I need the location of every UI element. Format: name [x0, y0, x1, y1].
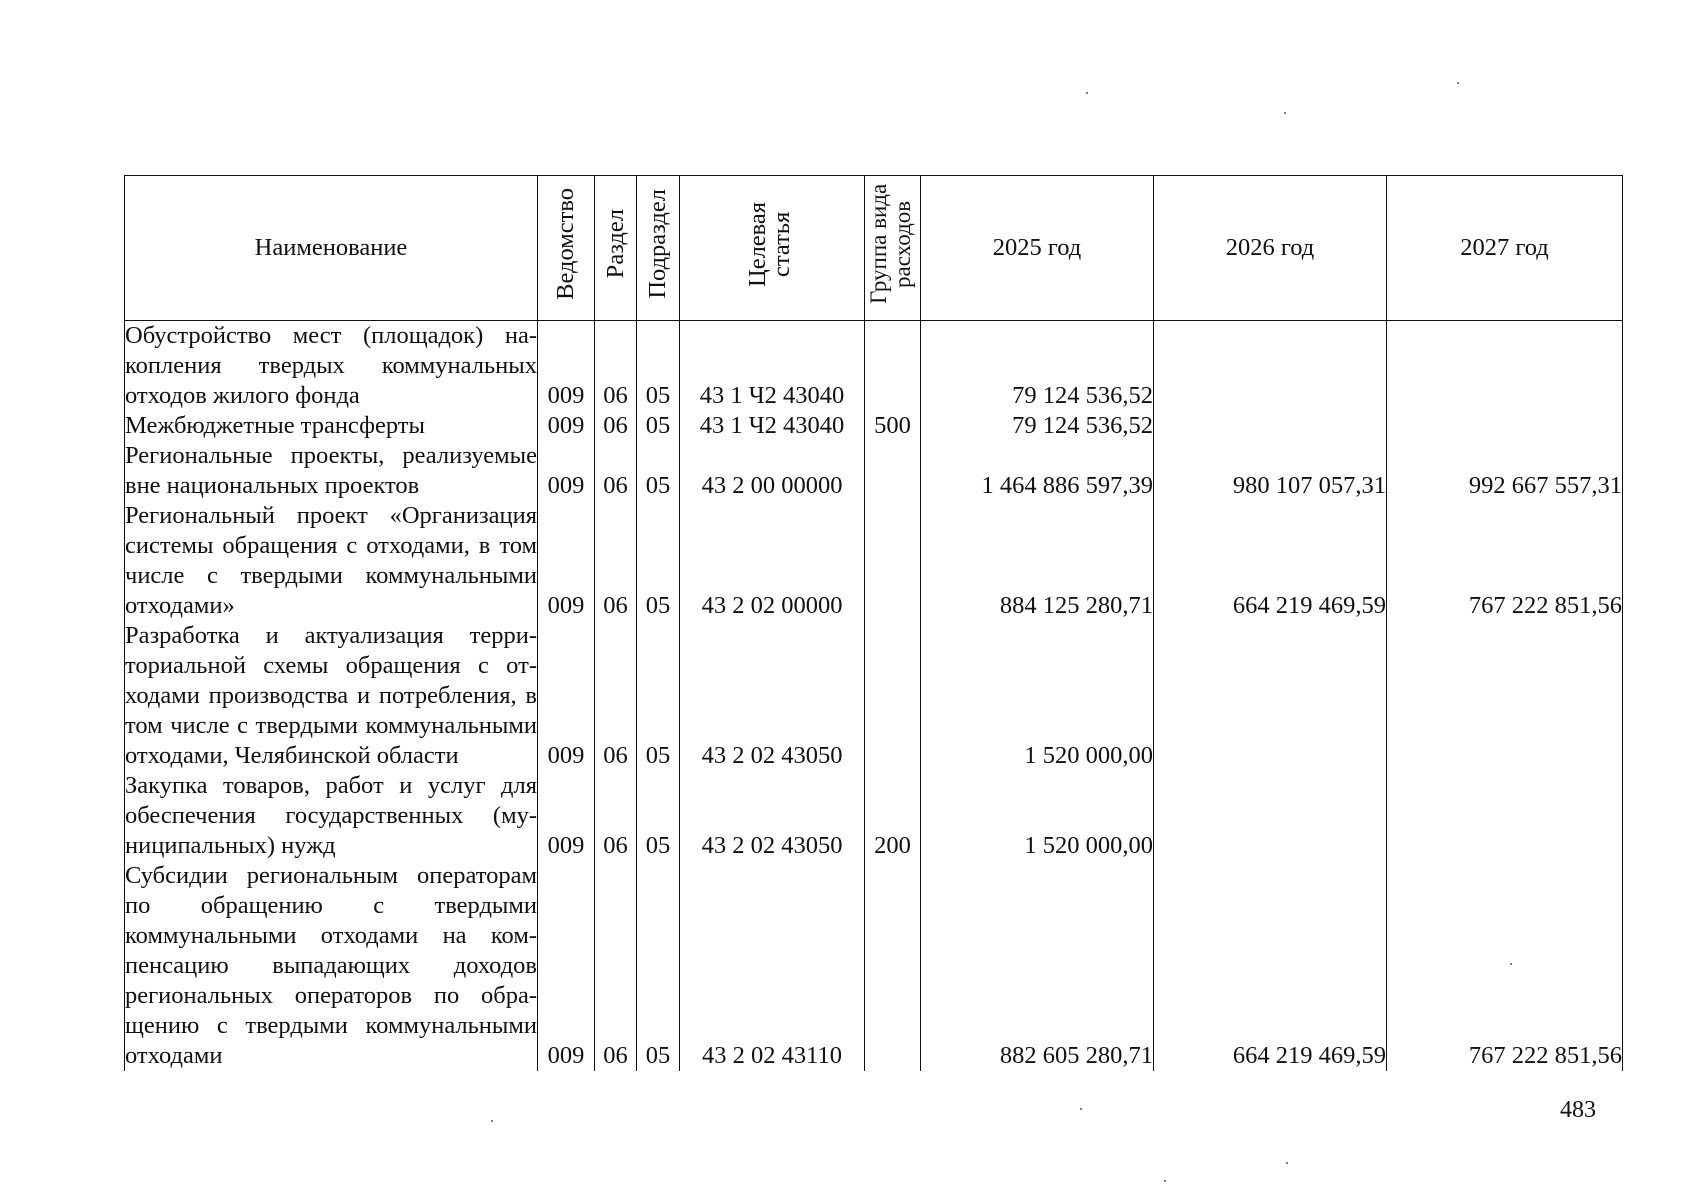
- row-amount-2025: 1 464 886 597,39: [921, 441, 1154, 501]
- row-department: 009: [538, 321, 595, 412]
- row-department: 009: [538, 441, 595, 501]
- row-department: 009: [538, 411, 595, 441]
- header-target-article: Целевая статья: [680, 176, 865, 321]
- scan-speck: [1080, 1108, 1082, 1110]
- row-target-article: 43 2 02 00000: [680, 501, 865, 621]
- row-expense-group: [865, 501, 921, 621]
- header-subsection: Подраздел: [637, 176, 680, 321]
- row-expense-group: [865, 621, 921, 771]
- row-name: Закупка товаров, работ и услуг для обеспечения государственных (муниципальных) нужд: [125, 772, 537, 859]
- row-amount-2025: 1 520 000,00: [921, 771, 1154, 861]
- row-section: 06: [595, 501, 637, 621]
- row-expense-group: [865, 321, 921, 412]
- row-subsection: 05: [637, 411, 680, 441]
- table-row: [125, 501, 1623, 621]
- row-department: 009: [538, 771, 595, 861]
- row-section: 06: [595, 621, 637, 771]
- row-name: Региональный проект «Организация системы обращения с отходами, в том числе с твердыми коммунальными отходами»: [125, 502, 537, 619]
- table-row: [125, 621, 1623, 771]
- header-section: Раздел: [595, 176, 637, 321]
- header-expense-group: Группа вида расходов: [865, 176, 921, 321]
- scan-speck: [1086, 92, 1088, 94]
- scan-speck: [491, 1120, 493, 1122]
- page-number: 483: [1560, 1097, 1596, 1123]
- row-amount-2027: [1387, 321, 1623, 412]
- row-section: 06: [595, 861, 637, 1071]
- row-subsection: 05: [637, 321, 680, 412]
- row-expense-group: 500: [865, 411, 921, 441]
- row-name: Субсидии региональным операторам по обращению с твердыми коммунальными отходами на компенсацию выпадающих доходов региональных операторов по обращению с твердыми коммунальными отходами: [125, 862, 537, 1069]
- row-amount-2026: 980 107 057,31: [1154, 441, 1387, 501]
- row-subsection: 05: [637, 861, 680, 1071]
- row-name: Межбюджетные трансферты: [125, 411, 538, 441]
- row-section: 06: [595, 771, 637, 861]
- scan-speck: [1286, 1162, 1288, 1164]
- budget-table: [124, 175, 1623, 1071]
- row-amount-2026: [1154, 411, 1387, 441]
- row-target-article: 43 2 02 43050: [680, 621, 865, 771]
- scan-speck: [1164, 1180, 1166, 1182]
- table-row: [125, 861, 1623, 1071]
- row-amount-2025: 79 124 536,52: [921, 321, 1154, 412]
- row-amount-2027: 767 222 851,56: [1387, 501, 1623, 621]
- header-department: Ведомство: [538, 176, 595, 321]
- table-header-row: [125, 176, 1623, 321]
- row-subsection: 05: [637, 621, 680, 771]
- row-expense-group: [865, 861, 921, 1071]
- table-row: [125, 441, 1623, 501]
- row-amount-2025: 884 125 280,71: [921, 501, 1154, 621]
- row-target-article: 43 1 Ч2 43040: [680, 321, 865, 412]
- row-target-article: 43 2 02 43110: [680, 861, 865, 1071]
- scan-speck: [1284, 112, 1286, 114]
- row-amount-2026: [1154, 321, 1387, 412]
- row-name: Обустройство мест (площадок) накопления твердых коммунальных отходов жилого фонда: [125, 322, 537, 409]
- row-department: 009: [538, 501, 595, 621]
- row-amount-2025: 882 605 280,71: [921, 861, 1154, 1071]
- row-target-article: 43 2 02 43050: [680, 771, 865, 861]
- row-amount-2026: 664 219 469,59: [1154, 501, 1387, 621]
- row-amount-2026: 664 219 469,59: [1154, 861, 1387, 1071]
- scan-speck: [1510, 963, 1512, 965]
- header-year-2025: 2025 год: [921, 176, 1154, 321]
- row-name: Разработка и актуализация территориальной схемы обращения с отходами производства и потребления, в том числе с твердыми коммунальными отходами, Челябинской области: [125, 622, 537, 769]
- row-expense-group: 200: [865, 771, 921, 861]
- row-amount-2026: [1154, 771, 1387, 861]
- row-subsection: 05: [637, 771, 680, 861]
- row-subsection: 05: [637, 441, 680, 501]
- row-expense-group: [865, 441, 921, 501]
- row-amount-2027: 992 667 557,31: [1387, 441, 1623, 501]
- row-amount-2027: [1387, 411, 1623, 441]
- row-name: Региональные проекты, реализуемые вне национальных проектов: [125, 442, 537, 499]
- table-row: [125, 771, 1623, 861]
- scan-speck: [1457, 82, 1459, 84]
- row-department: 009: [538, 861, 595, 1071]
- table-row: [125, 411, 1623, 441]
- header-year-2026: 2026 год: [1154, 176, 1387, 321]
- row-target-article: 43 1 Ч2 43040: [680, 411, 865, 441]
- row-amount-2026: [1154, 621, 1387, 771]
- header-name: Наименование: [125, 176, 538, 321]
- table-row: [125, 321, 1623, 412]
- row-department: 009: [538, 621, 595, 771]
- row-subsection: 05: [637, 501, 680, 621]
- header-year-2027: 2027 год: [1387, 176, 1623, 321]
- row-amount-2027: [1387, 771, 1623, 861]
- row-section: 06: [595, 321, 637, 412]
- row-section: 06: [595, 411, 637, 441]
- row-section: 06: [595, 441, 637, 501]
- row-amount-2025: 1 520 000,00: [921, 621, 1154, 771]
- row-amount-2025: 79 124 536,52: [921, 411, 1154, 441]
- row-amount-2027: [1387, 621, 1623, 771]
- row-amount-2027: 767 222 851,56: [1387, 861, 1623, 1071]
- row-target-article: 43 2 00 00000: [680, 441, 865, 501]
